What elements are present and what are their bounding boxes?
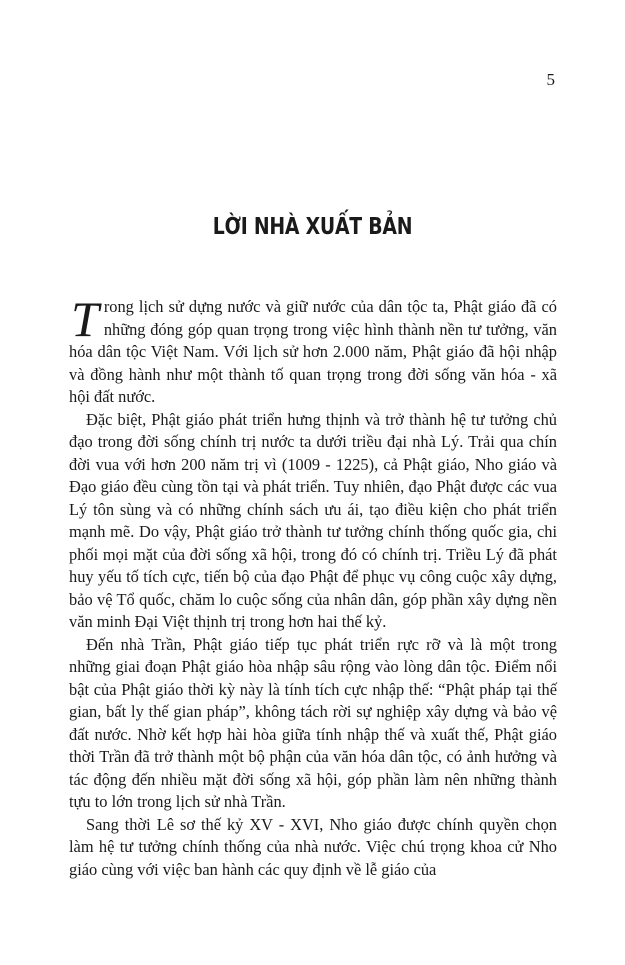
paragraph-1-text: rong lịch sử dựng nước và giữ nước của dân tộc ta, Phật giáo đã có những đóng góp quan trọng trong việc hình thành nền tư tưởng, văn hóa dân tộc Việt Nam. Với lịch sử hơn 2.000 năm, Phật giáo đã hội nhập và đồng hành như một thành tố quan trọng trong đời sống văn hóa - xã hội đất nước. <box>69 297 557 406</box>
paragraph-2: Đặc biệt, Phật giáo phát triển hưng thịnh và trở thành hệ tư tưởng chủ đạo trong đời sống chính trị nước ta dưới triều đại nhà Lý. Trải qua chín đời vua với hơn 200 năm trị vì (1009 - 1225), cả Phật giáo, Nho giáo và Đạo giáo đều cùng tồn tại và phát triển. Tuy nhiên, đạo Phật được các vua Lý tôn sùng và có những chính sách ưu ái, tạo điều kiện cho phát triển mạnh mẽ. Do vậy, Phật giáo trở thành tư tưởng chính thống quốc gia, chi phối mọi mặt của đời sống xã hội, trong đó có chính trị. Triều Lý đã phát huy yếu tố tích cực, tiến bộ của đạo Phật để phục vụ công cuộc xây dựng, bảo vệ Tổ quốc, chăm lo cuộc sống của nhân dân, góp phần xây dựng nền văn minh Đại Việt thịnh trị trong hơn hai thế kỷ. <box>69 409 557 631</box>
body-text <box>69 291 557 881</box>
page-number: 5 <box>546 70 555 89</box>
page-title: LỜI NHÀ XUẤT BẢN <box>212 214 413 240</box>
paragraph-4: Sang thời Lê sơ thế kỷ XV - XVI, Nho giáo được chính quyền chọn làm hệ tư tưởng chính thống của nhà nước. Việc chú trọng khoa cử Nho giáo cùng với việc ban hành các quy định về lễ giáo của <box>69 814 557 879</box>
paragraph-1 <box>69 291 557 409</box>
drop-cap: T <box>71 291 99 347</box>
paragraph-3: Đến nhà Trần, Phật giáo tiếp tục phát triển rực rỡ và là một trong những giai đoạn Phật giáo hòa nhập sâu rộng vào lòng dân tộc. Điểm nổi bật của Phật giáo thời kỳ này là tính tích cực nhập thế: “Phật pháp tại thế gian, bất ly thế gian pháp”, không tách rời sự nghiệp xây dựng và bảo vệ đất nước. Nhờ kết hợp hài hòa giữa tính nhập thế và xuất thế, Phật giáo thời Trần đã trở thành một bộ phận của văn hóa dân tộc, có ảnh hưởng và tác động đến nhiều mặt đời sống xã hội, góp phần làm nên những thành tựu to lớn trong lịch sử nhà Trần. <box>69 634 557 811</box>
